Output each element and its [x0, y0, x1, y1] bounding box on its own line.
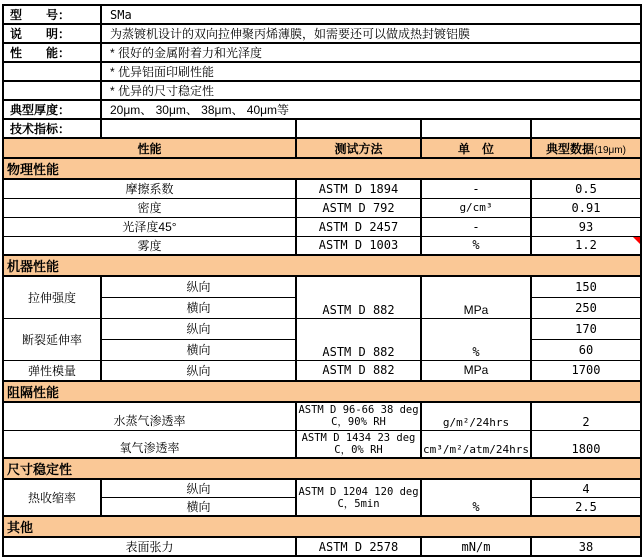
table-row [3, 198, 641, 217]
density-value: 0.91 [531, 198, 641, 217]
empty-label [3, 62, 101, 81]
shrinkage-value-td: 2.5 [531, 498, 641, 517]
gloss-value: 93 [531, 217, 641, 236]
empty-cell [421, 119, 531, 138]
table-row [3, 179, 641, 198]
haze-method: ASTM D 1003 [296, 236, 421, 255]
section-title-mechanical: 机器性能 [3, 255, 641, 276]
shrinkage-method-line1: ASTM D 1204 120 deg [298, 485, 419, 498]
shrinkage-value-md: 4 [531, 479, 641, 498]
table-row [3, 360, 641, 381]
elongation-name: 断裂延伸率 [3, 318, 101, 360]
section-barrier [3, 381, 641, 402]
elongation-dir-md: 纵向 [101, 318, 296, 339]
feature-3: * 优异的尺寸稳定性 [101, 81, 641, 100]
empty-cell [296, 119, 421, 138]
density-unit: g/cm³ [421, 198, 531, 217]
tensile-name: 拉伸强度 [3, 276, 101, 318]
gloss-method: ASTM D 2457 [296, 217, 421, 236]
header-thickness-note: (19μm) [594, 144, 626, 156]
tensile-dir-td: 横向 [101, 297, 296, 318]
density-name: 密度 [3, 198, 296, 217]
elongation-dir-td: 横向 [101, 339, 296, 360]
row-feature-2 [3, 62, 641, 81]
table-row [3, 537, 641, 556]
section-title-dimensional: 尺寸稳定性 [3, 458, 641, 479]
modulus-dir: 纵向 [101, 360, 296, 381]
thickness-value: 20μm、 30μm、 38μm、 40μm等 [101, 100, 641, 119]
friction-unit: - [421, 179, 531, 198]
table-row [3, 402, 641, 430]
tensile-method: ASTM D 882 [296, 276, 421, 318]
section-dimensional [3, 458, 641, 479]
otr-method-line2: C，0% RH [334, 443, 383, 456]
wvtr-method [296, 402, 421, 430]
table-row [3, 276, 641, 297]
table-row [3, 217, 641, 236]
friction-name: 摩擦系数 [3, 179, 296, 198]
wvtr-name: 水蒸气渗透率 [3, 402, 296, 430]
spec-sheet [2, 4, 642, 557]
surface-tension-value: 38 [531, 537, 641, 556]
density-method: ASTM D 792 [296, 198, 421, 217]
surface-tension-name: 表面张力 [3, 537, 296, 556]
table-row [3, 430, 641, 458]
header-typical-data-title: 典型数据 [546, 141, 595, 156]
shrinkage-method [296, 479, 421, 516]
model-label: 型 号： [3, 5, 101, 24]
gloss-unit: - [421, 217, 531, 236]
description-value: 为蒸镀机设计的双向拉伸聚丙烯薄膜，如需要还可以做成热封镀铝膜 [101, 24, 641, 43]
wvtr-unit: g/m²/24hrs [421, 402, 531, 430]
row-thickness [3, 100, 641, 119]
empty-cell [531, 119, 641, 138]
tensile-value-td: 250 [531, 297, 641, 318]
empty-label [3, 81, 101, 100]
tensile-dir-md: 纵向 [101, 276, 296, 297]
elongation-value-td: 60 [531, 339, 641, 360]
otr-name: 氧气渗透率 [3, 430, 296, 458]
description-label: 说 明： [3, 24, 101, 43]
table-header-row [3, 138, 641, 158]
elongation-value-md: 170 [531, 318, 641, 339]
wvtr-method-line2: C，90% RH [331, 416, 386, 429]
haze-value: 1.2 [575, 238, 597, 253]
otr-unit: cm³/m²/atm/24hrs [421, 430, 531, 458]
row-tech-index [3, 119, 641, 138]
elongation-method: ASTM D 882 [296, 318, 421, 360]
header-unit: 单 位 [421, 138, 531, 158]
wvtr-method-line1: ASTM D 96-66 38 deg [298, 404, 419, 417]
section-title-physical: 物理性能 [3, 158, 641, 179]
row-model [3, 5, 641, 24]
section-physical [3, 158, 641, 179]
empty-cell [101, 119, 296, 138]
shrinkage-dir-td: 横向 [101, 498, 296, 517]
header-typical-data [531, 138, 641, 158]
tech-index-label: 技术指标： [3, 119, 101, 138]
gloss-name: 光泽度45° [3, 217, 296, 236]
wvtr-value: 2 [531, 402, 641, 430]
modulus-value: 1700 [531, 360, 641, 381]
shrinkage-name: 热收缩率 [3, 479, 101, 516]
surface-tension-unit: mN/m [421, 537, 531, 556]
otr-method [296, 430, 421, 458]
table-row [3, 479, 641, 498]
row-description [3, 24, 641, 43]
otr-value: 1800 [531, 430, 641, 458]
row-feature-1 [3, 43, 641, 62]
header-method: 测试方法 [296, 138, 421, 158]
modulus-name: 弹性模量 [3, 360, 101, 381]
shrinkage-dir-md: 纵向 [101, 479, 296, 498]
product-spec-table [2, 4, 642, 557]
comment-indicator-icon [633, 237, 640, 244]
section-mechanical [3, 255, 641, 276]
tensile-value-md: 150 [531, 276, 641, 297]
haze-value-cell[interactable] [531, 236, 641, 255]
feature-1: * 很好的金属附着力和光泽度 [101, 43, 641, 62]
feature-2: * 优异铝面印刷性能 [101, 62, 641, 81]
header-property: 性能 [3, 138, 296, 158]
haze-unit: % [421, 236, 531, 255]
section-title-barrier: 阻隔性能 [3, 381, 641, 402]
friction-method: ASTM D 1894 [296, 179, 421, 198]
modulus-method: ASTM D 882 [296, 360, 421, 381]
tensile-unit: MPa [421, 276, 531, 318]
section-title-other: 其他 [3, 516, 641, 537]
shrinkage-unit: % [421, 479, 531, 516]
row-feature-3 [3, 81, 641, 100]
table-row [3, 318, 641, 339]
section-other [3, 516, 641, 537]
friction-value: 0.5 [531, 179, 641, 198]
haze-name: 雾度 [3, 236, 296, 255]
table-row [3, 236, 641, 255]
thickness-label: 典型厚度： [3, 100, 101, 119]
modulus-unit: MPa [421, 360, 531, 381]
elongation-unit: % [421, 318, 531, 360]
shrinkage-method-line2: C，5min [337, 497, 380, 510]
model-value: SMa [101, 5, 641, 24]
features-label: 性 能： [3, 43, 101, 62]
otr-method-line1: ASTM D 1434 23 deg [301, 431, 416, 444]
surface-tension-method: ASTM D 2578 [296, 537, 421, 556]
